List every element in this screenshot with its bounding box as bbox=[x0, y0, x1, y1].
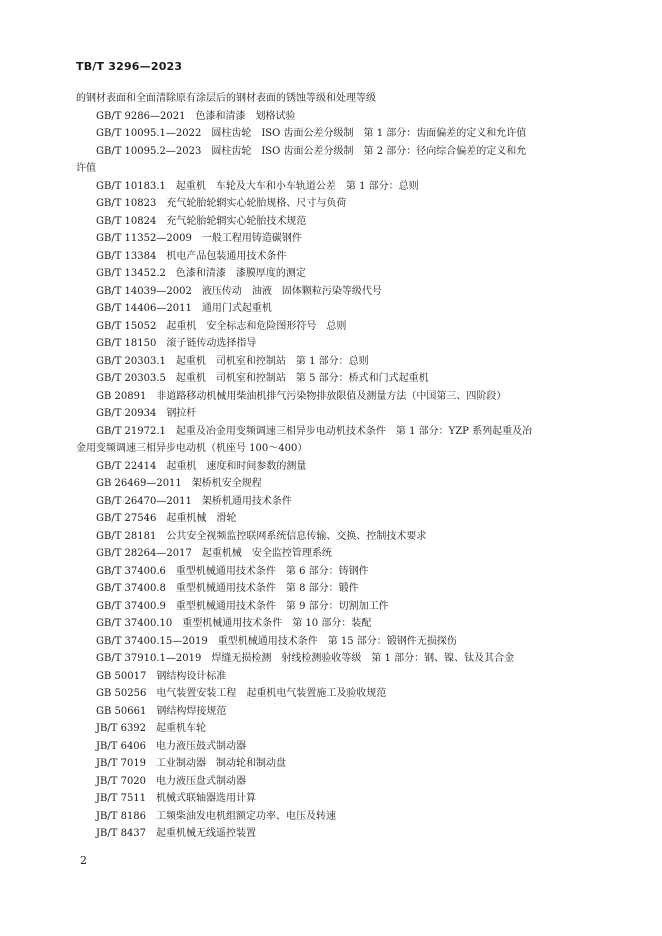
reference-entry: GB/T 20303.1 起重机 司机室和控制站 第 1 部分：总则 bbox=[96, 355, 369, 367]
reference-entry: GB/T 15052 起重机 安全标志和危险图形符号 总则 bbox=[96, 320, 347, 332]
reference-entry: GB/T 14039—2002 液压传动 油液 固体颗粒污染等级代号 bbox=[96, 285, 382, 297]
reference-entry: GB 50256 电气装置安装工程 起重机电气装置施工及验收规范 bbox=[96, 688, 387, 699]
reference-entry: GB/T 26470—2011 架桥机通用技术条件 bbox=[96, 495, 292, 507]
continuation-line: 的钢材表面和全面清除原有涂层后的钢材表面的锈蚀等级和处理等级 bbox=[76, 93, 376, 104]
reference-entry: GB/T 22414 起重机 速度和时间参数的测量 bbox=[96, 460, 307, 472]
reference-entry: JB/T 6406 电力液压鼓式制动器 bbox=[96, 740, 247, 752]
reference-entry: GB/T 20303.5 起重机 司机室和控制站 第 5 部分：桥式和门式起重机 bbox=[96, 373, 429, 384]
reference-entry: GB/T 10824 充气轮胎轮辋实心轮胎技术规范 bbox=[96, 215, 307, 227]
continuation-line: 金用变频调速三相异步电动机（机座号 100～400） bbox=[76, 443, 308, 454]
document-header: TB/T 3296—2023 bbox=[76, 60, 183, 73]
reference-entry: GB/T 28181 公共安全视频监控联网系统信息传输、交换、控制技术要求 bbox=[96, 530, 427, 542]
reference-entry: JB/T 8437 起重机械无线遥控装置 bbox=[96, 828, 257, 839]
reference-entry: GB/T 18150 滚子链传动选择指导 bbox=[96, 338, 257, 349]
reference-entry: GB/T 10095.1—2022 圆柱齿轮 ISO 齿面公差分级制 第 1 部分：齿面偏差的定义和允许值 bbox=[96, 128, 527, 139]
reference-entry: GB/T 37910.1—2019 焊缝无损检测 射线检测验收等级 第 1 部分：钢、镍、钛及其合金 bbox=[96, 653, 515, 664]
reference-entry: GB/T 13384 机电产品包装通用技术条件 bbox=[96, 250, 287, 262]
reference-entry: GB/T 10095.2—2023 圆柱齿轮 ISO 齿面公差分级制 第 2 部分：径向综合偏差的定义和允 bbox=[96, 145, 527, 157]
reference-entry: GB 50017 钢结构设计标准 bbox=[96, 670, 227, 682]
reference-entry: GB/T 37400.6 重型机械通用技术条件 第 6 部分：铸钢件 bbox=[96, 565, 369, 577]
reference-entry: GB 26469—2011 架桥机安全规程 bbox=[96, 478, 262, 489]
reference-entry: JB/T 7511 机械式联轴器选用计算 bbox=[96, 793, 257, 804]
reference-entry: GB/T 10183.1 起重机 车轮及大车和小车轨道公差 第 1 部分：总则 bbox=[96, 180, 419, 192]
reference-entry: GB/T 14406—2011 通用门式起重机 bbox=[96, 303, 272, 314]
reference-entry: GB/T 10823 充气轮胎轮辋实心轮胎规格、尺寸与负荷 bbox=[96, 198, 347, 209]
reference-entry: GB/T 28264—2017 起重机械 安全监控管理系统 bbox=[96, 548, 332, 559]
reference-entry: GB/T 13452.2 色漆和清漆 漆膜厚度的测定 bbox=[96, 268, 306, 279]
reference-entry: JB/T 7020 电力液压盘式制动器 bbox=[96, 775, 247, 787]
reference-list bbox=[76, 90, 590, 843]
reference-entry: GB/T 37400.9 重型机械通用技术条件 第 9 部分：切割加工件 bbox=[96, 600, 389, 612]
reference-entry: GB/T 21972.1 起重及冶金用变频调速三相异步电动机技术条件 第 1 部分：YZP 系列起重及冶 bbox=[96, 425, 533, 437]
reference-entry: GB/T 27546 起重机械 滑轮 bbox=[96, 513, 237, 524]
reference-entry: GB/T 11352—2009 一般工程用铸造碳钢件 bbox=[96, 233, 302, 244]
reference-entry: JB/T 7019 工业制动器 制动轮和制动盘 bbox=[96, 758, 287, 769]
reference-entry: GB/T 37400.8 重型机械通用技术条件 第 8 部分：锻件 bbox=[96, 583, 359, 594]
reference-entry: GB 50661 钢结构焊接规范 bbox=[96, 705, 227, 717]
reference-entry: GB/T 20934 钢拉杆 bbox=[96, 408, 197, 419]
reference-entry: GB/T 37400.15—2019 重型机械通用技术条件 第 15 部分：锻钢件无损探伤 bbox=[96, 635, 457, 647]
continuation-line: 许值 bbox=[76, 163, 96, 174]
reference-entry: JB/T 8186 工频柴油发电机组额定功率、电压及转速 bbox=[96, 810, 337, 822]
reference-entry: GB 20891 非道路移动机械用柴油机排气污染物排放限值及测量方法（中国第三、四阶段） bbox=[96, 390, 507, 402]
reference-entry: GB/T 37400.10 重型机械通用技术条件 第 10 部分：装配 bbox=[96, 618, 372, 629]
page-number: 2 bbox=[80, 854, 87, 867]
reference-entry: GB/T 9286—2021 色漆和清漆 划格试验 bbox=[96, 110, 296, 122]
reference-entry: JB/T 6392 起重机车轮 bbox=[96, 723, 207, 734]
